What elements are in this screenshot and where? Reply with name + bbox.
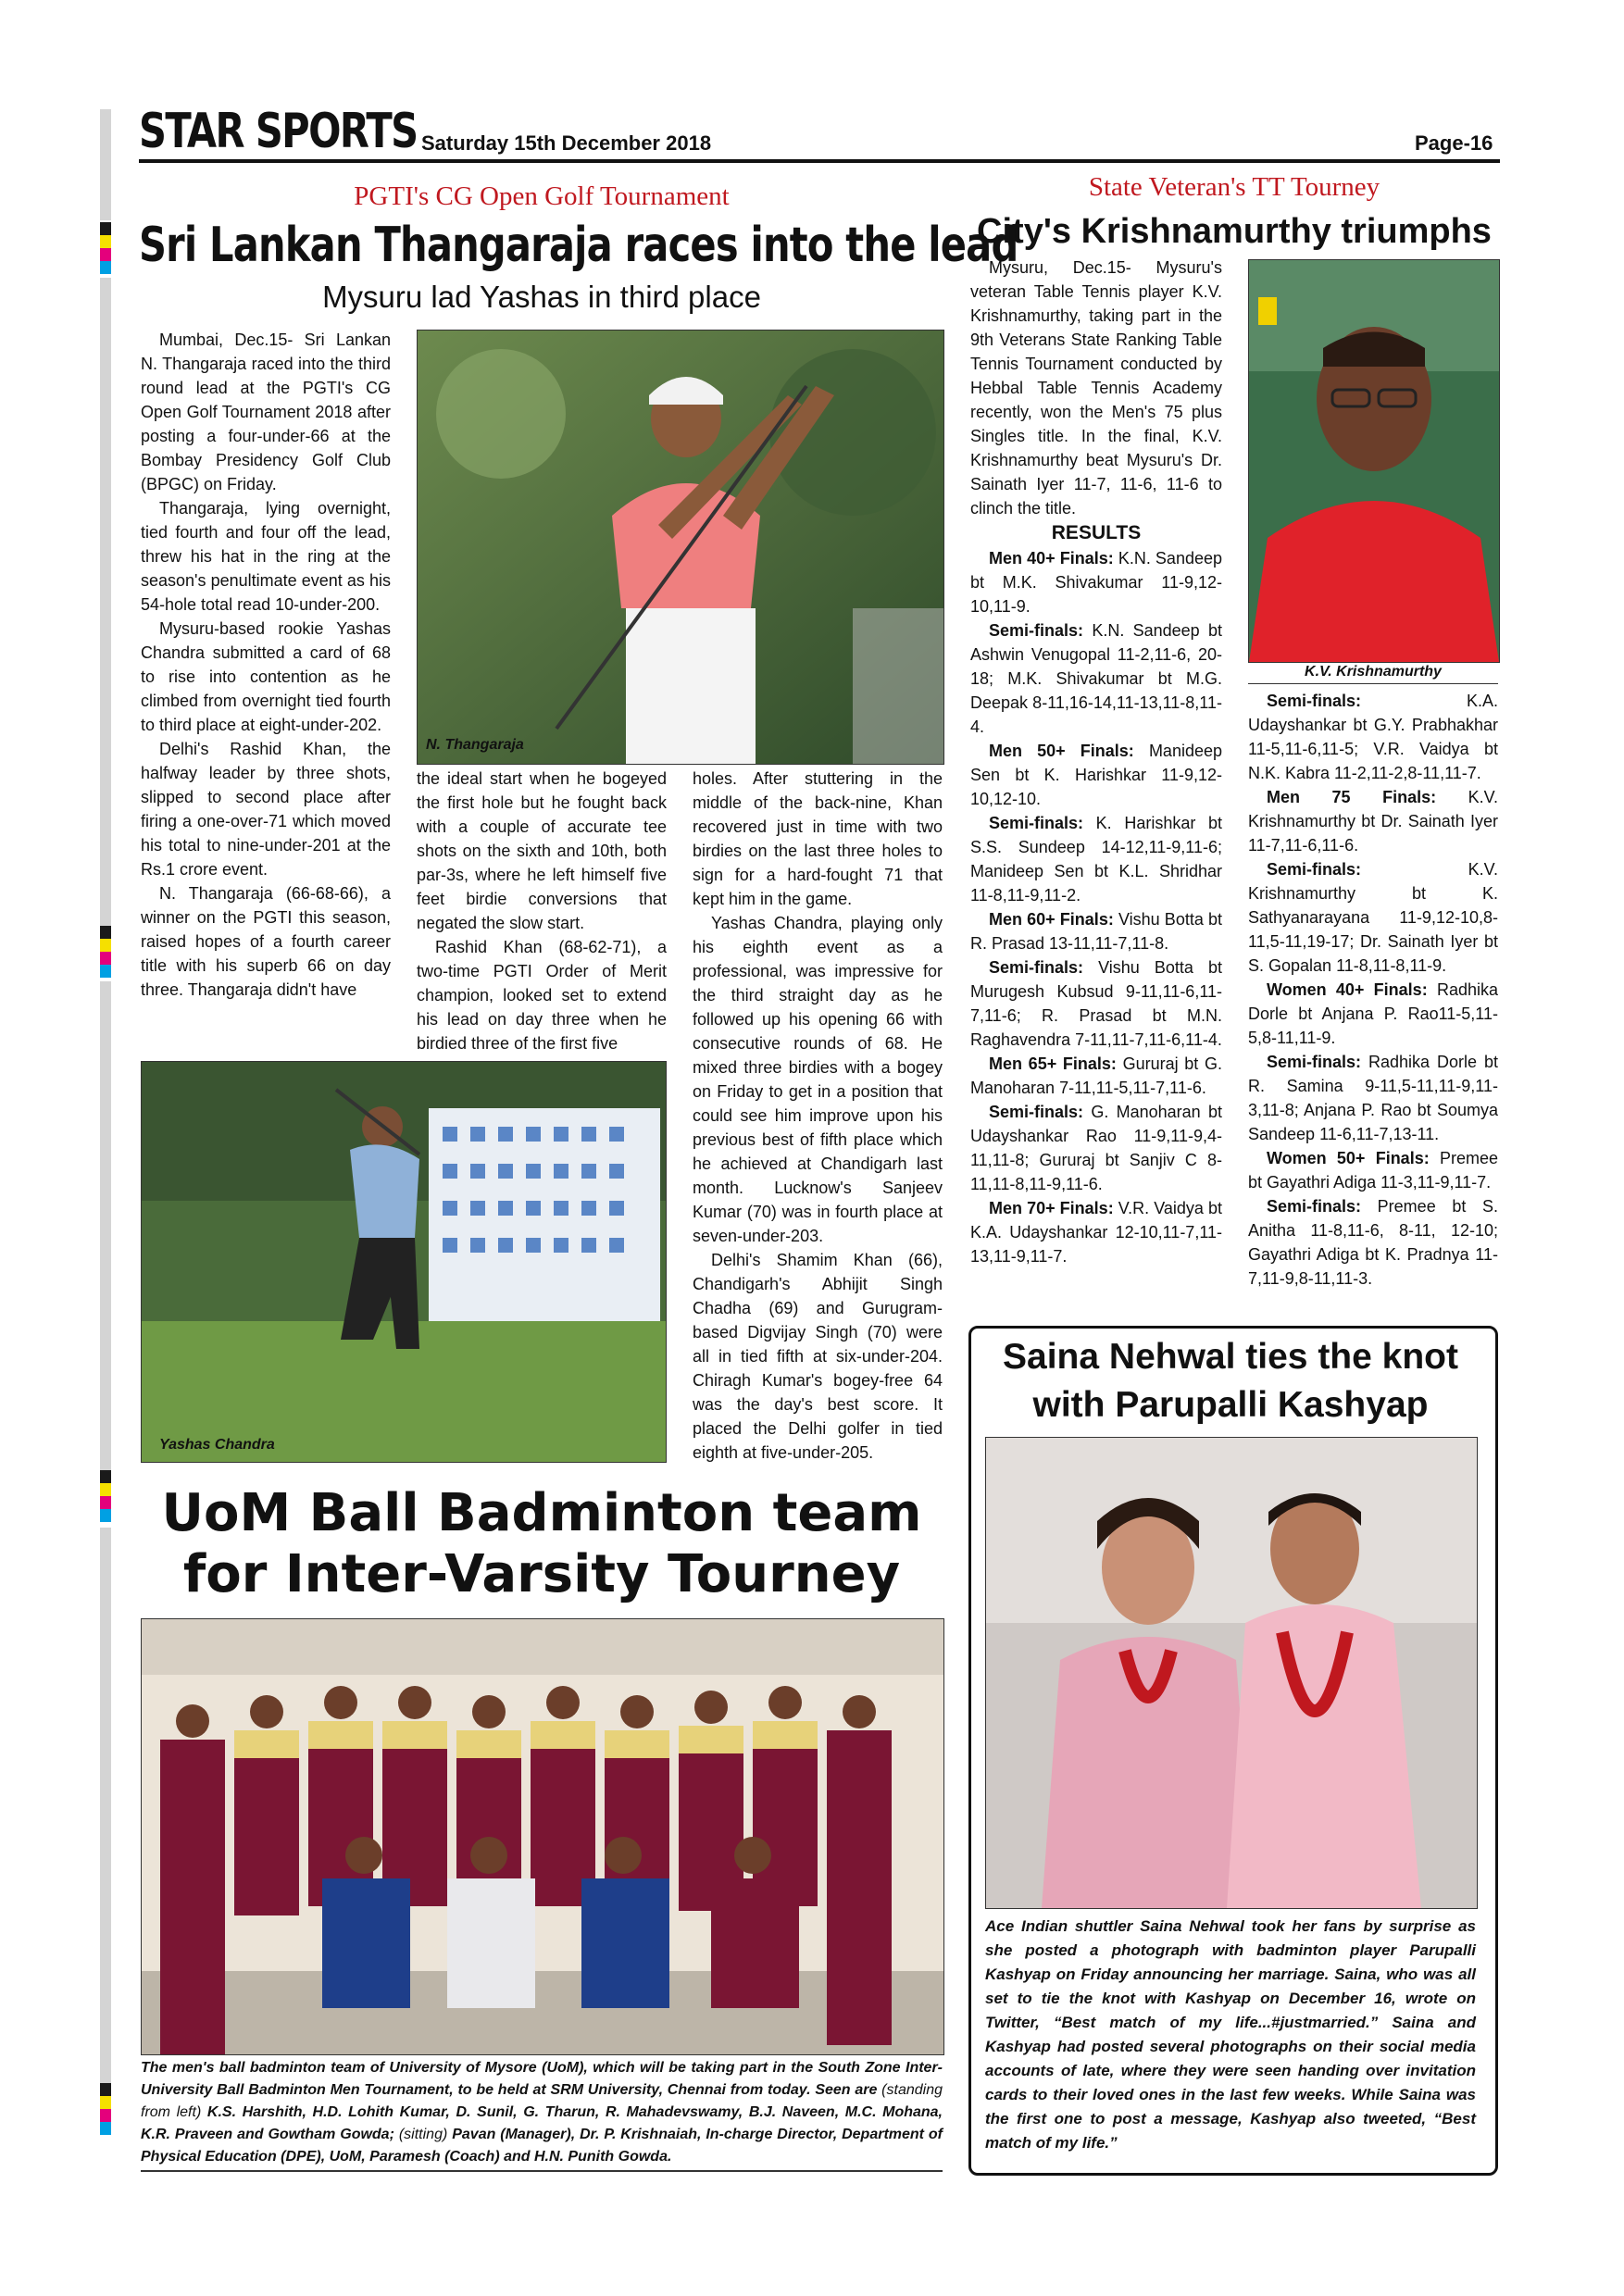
- margin-bar: [100, 1528, 111, 2083]
- masthead-rule: [139, 159, 1500, 163]
- caption-main: The men's ball badminton team of University of Mysore (UoM), which will be taking part in the South Zone Inter-University Ball Badminton Men Tournament, to be held at SRM University, Chennai from today. Seen are: [141, 2060, 943, 2098]
- result-text: Gururaj bt G. Manoharan 7-11,11-5,11-7,11-6.: [970, 1054, 1222, 1097]
- result-entry: [1248, 857, 1498, 978]
- result-label: Semi-finals:: [989, 814, 1084, 832]
- headline-line: for Inter-Varsity Tourney: [182, 1544, 901, 1604]
- results-list-left: [970, 546, 1222, 1268]
- headline-line: with Parupalli Kashyap: [1032, 1385, 1429, 1425]
- result-label: Women 40+ Finals:: [1267, 980, 1428, 999]
- result-entry: [970, 1196, 1222, 1268]
- result-text: K.A. Udayshankar bt G.Y. Prabhakhar 11-5,11-6,11-5; V.R. Vaidya bt N.K. Kabra 11-2,11-2,8-11,11-7.: [1248, 692, 1498, 782]
- result-entry: [970, 907, 1222, 955]
- results-heading: RESULTS: [1051, 522, 1142, 543]
- photo-caption-krishnamurthy: K.V. Krishnamurthy: [1248, 661, 1498, 684]
- result-entry: [970, 1100, 1222, 1196]
- golfer-illustration: [142, 1062, 666, 1462]
- paragraph: the ideal start when he bogeyed the first hole but he fought back with a couple of accurate tee shots on the sixth and 10th, both par-3s, where he left himself five feet birdie conversions that negated the slow start.: [417, 769, 667, 932]
- margin-bar: [100, 109, 111, 220]
- result-entry: [1248, 1146, 1498, 1194]
- tt-kicker: State Veteran's TT Tourney: [1088, 172, 1380, 202]
- photo-caption-thangaraja: N. Thangaraja: [426, 737, 524, 753]
- golf-column-2: [417, 767, 667, 1055]
- result-text: K.N. Sandeep bt M.K. Shivakumar 11-9,12-10,11-9.: [970, 549, 1222, 616]
- caption-standing: K.S. Harshith, H.D. Lohith Kumar, D. Sunil, G. Tharun, R. Mahadevswamy, B.J. Naveen, M.C. Mohana, K.R. Praveen and Gowtham Gowda;: [141, 2104, 943, 2142]
- result-text: K.V. Krishnamurthy bt Dr. Sainath Iyer 11-7,11-6,11-6.: [1248, 788, 1498, 855]
- result-entry: [970, 955, 1222, 1052]
- margin-bar: [100, 278, 111, 926]
- tt-intro: Mysuru, Dec.15- Mysuru's veteran Table Tennis player K.V. Krishnamurthy, taking part in the 9th Veterans State Ranking Table Tennis Tournament conducted by Hebbal Table Tennis Academy recently, won the Men's 75 plus Singles title. In the final, K.V. Krishnamurthy beat Mysuru's Dr. Sainath Iyer 11-7, 11-6, 11-6 to clinch the title.: [970, 258, 1222, 518]
- result-entry: [970, 811, 1222, 907]
- result-entry: [1248, 978, 1498, 1050]
- margin-bar: [100, 981, 111, 1518]
- badminton-caption: [141, 2057, 943, 2172]
- result-text: Radhika Dorle bt R. Samina 9-11,5-11,11-9,11-3,11-8; Anjana P. Rao bt Soumya Sandeep 11-6,11-7,13-11.: [1248, 1053, 1498, 1143]
- masthead-date: Saturday 15th December 2018: [421, 131, 712, 155]
- couple-illustration: [986, 1438, 1477, 1908]
- result-entry: [970, 739, 1222, 811]
- masthead-title: STAR SPORTS: [139, 104, 418, 159]
- result-text: G. Manoharan bt Udayshankar Rao 11-9,11-9,4-11,11-8; Gururaj bt Sanjiv C 8-11,11-8,11-9,11-6.: [970, 1103, 1222, 1193]
- result-text: Manideep Sen bt K. Harishkar 11-9,12-10,12-10.: [970, 742, 1222, 808]
- golf-column-3: [693, 767, 943, 1465]
- paragraph: Delhi's Rashid Khan, the halfway leader by three shots, slipped to second place after firing a one-over-71 which moved his total to nine-under-201 at the Rs.1 crore event.: [141, 740, 391, 879]
- result-text: Premee bt S. Anitha 11-8,11-6, 8-11, 12-10; Gayathri Adiga bt K. Pradnya 11-7,11-9,8-11,11-3.: [1248, 1197, 1498, 1288]
- result-text: K.N. Sandeep bt Ashwin Venugopal 11-2,11-6, 20-18; M.K. Shivakumar bt M.G. Deepak 8-11,16-14,11-13,11-8,11-4.: [970, 621, 1222, 736]
- paragraph: Thangaraja, lying overnight, tied fourth and four off the lead, threw his hat in the ring at the season's penultimate event as his 54-hole total read 10-under-200.: [141, 499, 391, 614]
- result-label: Semi-finals:: [1267, 1053, 1362, 1071]
- result-text: Vishu Botta bt Murugesh Kubsud 9-11,11-6,11-7,11-6; R. Prasad bt M.N. Raghavendra 7-11,11-7,11-6,11-4.: [970, 958, 1222, 1049]
- registration-mark: [100, 926, 111, 978]
- paragraph: Yashas Chandra, playing only his eighth event as a professional, was impressive for the third straight day as he followed up his opening 66 with consecutive rounds of 68. He mixed three birdies with a bogey on Friday to get in a position that could see him improve upon his previous best of fifth place which he achieved at Chandigarh last month. Lucknow's Sanjeev Kumar (70) was in fourth place at seven-under-203.: [693, 914, 943, 1245]
- golf-subhead: Mysuru lad Yashas in third place: [322, 280, 761, 314]
- results-list-right: [1248, 689, 1498, 1291]
- result-entry: [970, 618, 1222, 739]
- result-label: Semi-finals:: [989, 1103, 1084, 1121]
- caption-sitting: Pavan (Manager), Dr. P. Krishnaiah, In-charge Director, Department of Physical Education (DPE), UoM, Paramesh (Coach) and H.N. Punith Gowda.: [141, 2127, 943, 2165]
- photo-badminton-team: [141, 1618, 944, 2055]
- paragraph: holes. After stuttering in the middle of the back-nine, Khan recovered just in time with two birdies on the last three holes to sign for a hard-fought 71 that kept him in the game.: [693, 769, 943, 908]
- golf-kicker: PGTI's CG Open Golf Tournament: [354, 181, 730, 211]
- result-text: V.R. Vaidya bt K.A. Udayshankar 12-10,11-7,11-13,11-9,11-7.: [970, 1199, 1222, 1266]
- result-entry: [970, 1052, 1222, 1100]
- portrait-illustration: [1249, 260, 1499, 662]
- paragraph: Delhi's Shamim Khan (66), Chandigarh's Abhijit Singh Chadha (69) and Gurugram-based Digvijay Singh (70) were all in tied fifth at six-under-204. Chiragh Kumar's bogey-free 64 was the day's best score. It placed the Delhi golfer in tied eighth at five-under-205.: [693, 1251, 943, 1462]
- result-label: Men 60+ Finals:: [989, 910, 1114, 929]
- team-illustration: [142, 1619, 943, 2054]
- result-text: K. Harishkar bt S.S. Sundeep 14-12,11-9,11-6; Manideep Sen bt K.L. Shridhar 11-8,11-9,11-2.: [970, 814, 1222, 905]
- result-label: Semi-finals:: [1267, 860, 1362, 879]
- result-label: Semi-finals:: [989, 621, 1084, 640]
- result-entry: [1248, 689, 1498, 785]
- paragraph: Mumbai, Dec.15- Sri Lankan N. Thangaraja raced into the third round lead at the PGTI's CG Open Golf Tournament 2018 after posting a four-under-66 at the Bombay Presidency Golf Club (BPGC) on Friday.: [141, 331, 391, 493]
- result-label: Men 70+ Finals:: [989, 1199, 1114, 1217]
- result-label: Semi-finals:: [1267, 1197, 1362, 1216]
- registration-mark: [100, 222, 111, 274]
- tt-column-right: [1248, 689, 1498, 1291]
- result-text: Vishu Botta bt R. Prasad 13-11,11-7,11-8.: [970, 910, 1222, 953]
- result-label: Men 75 Finals:: [1267, 788, 1437, 806]
- headline-line: UoM Ball Badminton team: [161, 1483, 922, 1543]
- masthead-page: Page-16: [1415, 131, 1493, 155]
- result-entry: [1248, 1194, 1498, 1291]
- result-label: Women 50+ Finals:: [1267, 1149, 1430, 1167]
- headline-line: Saina Nehwal ties the knot: [1003, 1337, 1458, 1377]
- golf-headline: Sri Lankan Thangaraja races into the lead: [139, 218, 1018, 273]
- saina-headline: [978, 1333, 1483, 1429]
- result-entry: [970, 546, 1222, 618]
- result-label: Semi-finals:: [1267, 692, 1362, 710]
- photo-krishnamurthy: [1248, 259, 1500, 663]
- result-label: Men 50+ Finals:: [989, 742, 1134, 760]
- paragraph: Rashid Khan (68-62-71), a two-time PGTI Order of Merit champion, looked set to extend his lead on day three when he birdied three of the first five: [417, 938, 667, 1053]
- photo-thangaraja: [417, 330, 944, 765]
- result-entry: [1248, 785, 1498, 857]
- caption-label: (sitting): [398, 2127, 448, 2142]
- golfer-illustration: [418, 331, 943, 764]
- result-label: Men 40+ Finals:: [989, 549, 1114, 568]
- registration-mark: [100, 2083, 111, 2135]
- paragraph: Mysuru-based rookie Yashas Chandra submitted a card of 68 to rise into contention as he climbed from overnight tied fourth to third place at eight-under-202.: [141, 619, 391, 734]
- result-text: Radhika Dorle bt Anjana P. Rao11-5,11-5,8-11,11-9.: [1248, 980, 1498, 1047]
- golf-column-1: [141, 328, 391, 1002]
- tt-column-left: [970, 256, 1222, 1268]
- saina-caption: Ace Indian shuttler Saina Nehwal took her fans by surprise as she posted a photograph with badminton player Parupalli Kashyap on Friday announcing her marriage. Saina, who was all set to tie the knot with Kashyap on December 16, wrote on Twitter, “Best match of my life...#justmarried.” Saina and Kashyap had posted several photographs on their social media accounts of late, where they were seen handing over invitation cards to their loved ones in the last few weeks. While Saina was the first one to post a message, Kashyap also tweeted, “Best match of my life.”: [985, 1917, 1476, 2152]
- badminton-headline: [139, 1483, 944, 1605]
- photo-caption-yashas: Yashas Chandra: [159, 1437, 275, 1453]
- result-text: K.V. Krishnamurthy bt K. Sathyanarayana 11-9,12-10,8-11,5-11,19-17; Dr. Sainath Iyer bt S. Gopalan 11-8,11-8,11-9.: [1248, 860, 1498, 975]
- result-entry: [1248, 1050, 1498, 1146]
- paragraph: N. Thangaraja (66-68-66), a winner on the PGTI this season, raised hopes of a fourth career title with his superb 66 on day three. Thangaraja didn't have: [141, 884, 391, 999]
- result-label: Men 65+ Finals:: [989, 1054, 1117, 1073]
- result-label: Semi-finals:: [989, 958, 1084, 977]
- caption-label: (standing from left): [141, 2082, 943, 2120]
- photo-yashas: [141, 1061, 667, 1463]
- tt-headline: City's Krishnamurthy triumphs: [977, 212, 1492, 251]
- photo-saina-kashyap: [985, 1437, 1478, 1909]
- result-text: Premee bt Gayathri Adiga 11-3,11-9,11-7.: [1248, 1149, 1498, 1192]
- registration-mark: [100, 1470, 111, 1522]
